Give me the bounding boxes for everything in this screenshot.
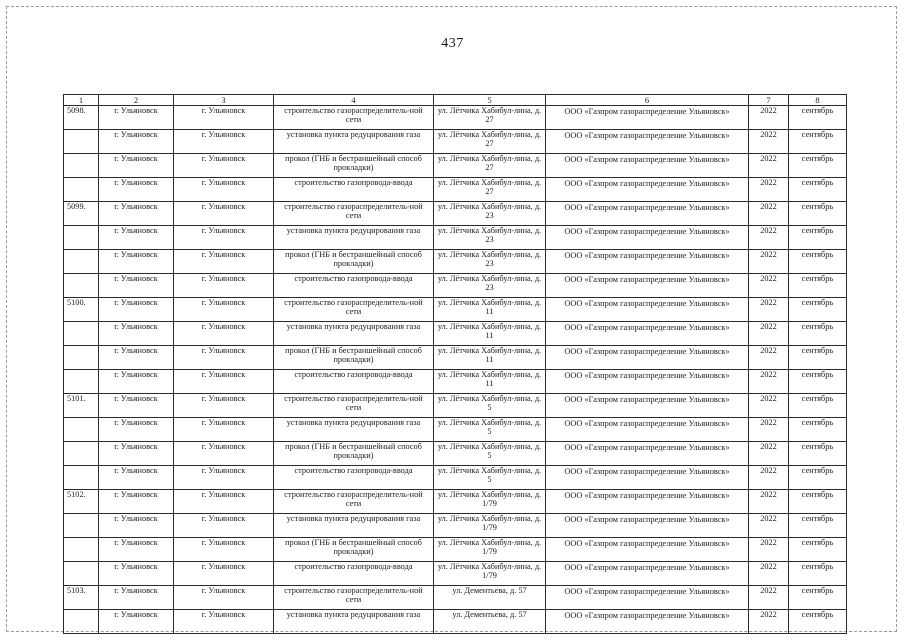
cell-month: сентябрь: [789, 130, 847, 154]
cell-municipality: г. Ульяновск: [99, 322, 174, 346]
cell-municipality: г. Ульяновск: [99, 298, 174, 322]
cell-settlement: г. Ульяновск: [174, 250, 274, 274]
cell-year: 2022: [749, 418, 789, 442]
table-row: [64, 418, 847, 442]
cell-contractor: ООО «Газпром газораспределение Ульяновск»: [546, 298, 749, 322]
cell-work-type: установка пункта редуцирования газа: [274, 514, 434, 538]
cell-entry-number: 5101.: [64, 394, 99, 418]
cell-municipality: г. Ульяновск: [99, 514, 174, 538]
cell-year: 2022: [749, 562, 789, 586]
cell-work-type: строительство газопровода-ввода: [274, 370, 434, 394]
table-row: [64, 202, 847, 226]
cell-work-type: строительство газопровода-ввода: [274, 178, 434, 202]
cell-settlement: г. Ульяновск: [174, 610, 274, 634]
cell-settlement: г. Ульяновск: [174, 442, 274, 466]
cell-contractor: ООО «Газпром газораспределение Ульяновск»: [546, 154, 749, 178]
cell-settlement: г. Ульяновск: [174, 322, 274, 346]
header-row: [64, 95, 847, 106]
cell-year: 2022: [749, 298, 789, 322]
cell-address: ул. Лётчика Хабибул-лина, д. 5: [434, 442, 546, 466]
cell-entry-number: [64, 178, 99, 202]
cell-entry-number: [64, 154, 99, 178]
cell-contractor: ООО «Газпром газораспределение Ульяновск»: [546, 202, 749, 226]
cell-address: ул. Дементьева, д. 57: [434, 610, 546, 634]
cell-year: 2022: [749, 442, 789, 466]
cell-settlement: г. Ульяновск: [174, 154, 274, 178]
cell-work-type: прокол (ГНБ и бестраншейный способ прокладки): [274, 538, 434, 562]
cell-contractor: ООО «Газпром газораспределение Ульяновск»: [546, 250, 749, 274]
table-row: [64, 394, 847, 418]
cell-address: ул. Лётчика Хабибул-лина, д. 11: [434, 298, 546, 322]
table-row: [64, 130, 847, 154]
cell-address: ул. Лётчика Хабибул-лина, д. 27: [434, 178, 546, 202]
table-row: [64, 298, 847, 322]
cell-year: 2022: [749, 154, 789, 178]
cell-entry-number: [64, 322, 99, 346]
cell-address: ул. Дементьева, д. 57: [434, 586, 546, 610]
cell-address: ул. Лётчика Хабибул-лина, д. 23: [434, 274, 546, 298]
cell-entry-number: [64, 250, 99, 274]
cell-municipality: г. Ульяновск: [99, 586, 174, 610]
cell-contractor: ООО «Газпром газораспределение Ульяновск»: [546, 418, 749, 442]
column-header-7: 7: [749, 95, 789, 106]
cell-contractor: ООО «Газпром газораспределение Ульяновск»: [546, 394, 749, 418]
cell-entry-number: [64, 418, 99, 442]
cell-work-type: прокол (ГНБ и бестраншейный способ прокладки): [274, 250, 434, 274]
cell-year: 2022: [749, 538, 789, 562]
cell-contractor: ООО «Газпром газораспределение Ульяновск»: [546, 562, 749, 586]
schedule-table: [63, 94, 847, 634]
cell-work-type: строительство газораспределитель-ной сети: [274, 490, 434, 514]
cell-year: 2022: [749, 466, 789, 490]
cell-municipality: г. Ульяновск: [99, 178, 174, 202]
table-body: [64, 106, 847, 634]
table-row: [64, 562, 847, 586]
cell-municipality: г. Ульяновск: [99, 442, 174, 466]
cell-settlement: г. Ульяновск: [174, 346, 274, 370]
cell-contractor: ООО «Газпром газораспределение Ульяновск»: [546, 322, 749, 346]
cell-entry-number: [64, 610, 99, 634]
column-header-2: 2: [99, 95, 174, 106]
cell-year: 2022: [749, 130, 789, 154]
cell-year: 2022: [749, 322, 789, 346]
cell-municipality: г. Ульяновск: [99, 226, 174, 250]
cell-work-type: строительство газораспределитель-ной сети: [274, 106, 434, 130]
cell-year: 2022: [749, 370, 789, 394]
table-row: [64, 586, 847, 610]
cell-settlement: г. Ульяновск: [174, 466, 274, 490]
cell-municipality: г. Ульяновск: [99, 466, 174, 490]
cell-municipality: г. Ульяновск: [99, 370, 174, 394]
cell-address: ул. Лётчика Хабибул-лина, д. 1/79: [434, 538, 546, 562]
cell-entry-number: [64, 370, 99, 394]
cell-municipality: г. Ульяновск: [99, 202, 174, 226]
cell-settlement: г. Ульяновск: [174, 394, 274, 418]
table-row: [64, 226, 847, 250]
cell-settlement: г. Ульяновск: [174, 514, 274, 538]
table-row: [64, 106, 847, 130]
cell-year: 2022: [749, 178, 789, 202]
cell-contractor: ООО «Газпром газораспределение Ульяновск»: [546, 274, 749, 298]
cell-entry-number: [64, 226, 99, 250]
cell-municipality: г. Ульяновск: [99, 106, 174, 130]
cell-work-type: строительство газораспределитель-ной сети: [274, 394, 434, 418]
cell-entry-number: [64, 274, 99, 298]
cell-address: ул. Лётчика Хабибул-лина, д. 23: [434, 226, 546, 250]
cell-address: ул. Лётчика Хабибул-лина, д. 27: [434, 154, 546, 178]
cell-work-type: прокол (ГНБ и бестраншейный способ прокладки): [274, 154, 434, 178]
cell-municipality: г. Ульяновск: [99, 154, 174, 178]
cell-work-type: строительство газопровода-ввода: [274, 274, 434, 298]
cell-contractor: ООО «Газпром газораспределение Ульяновск»: [546, 226, 749, 250]
cell-entry-number: [64, 442, 99, 466]
cell-year: 2022: [749, 226, 789, 250]
table-row: [64, 274, 847, 298]
page-number: 437: [441, 36, 464, 51]
cell-work-type: установка пункта редуцирования газа: [274, 226, 434, 250]
cell-municipality: г. Ульяновск: [99, 250, 174, 274]
column-header-6: 6: [546, 95, 749, 106]
cell-month: сентябрь: [789, 202, 847, 226]
cell-year: 2022: [749, 250, 789, 274]
cell-settlement: г. Ульяновск: [174, 586, 274, 610]
cell-contractor: ООО «Газпром газораспределение Ульяновск»: [546, 370, 749, 394]
column-header-3: 3: [174, 95, 274, 106]
column-header-4: 4: [274, 95, 434, 106]
column-header-5: 5: [434, 95, 546, 106]
cell-settlement: г. Ульяновск: [174, 562, 274, 586]
cell-month: сентябрь: [789, 226, 847, 250]
cell-year: 2022: [749, 610, 789, 634]
cell-month: сентябрь: [789, 370, 847, 394]
cell-month: сентябрь: [789, 274, 847, 298]
cell-settlement: г. Ульяновск: [174, 538, 274, 562]
cell-contractor: ООО «Газпром газораспределение Ульяновск»: [546, 538, 749, 562]
cell-municipality: г. Ульяновск: [99, 538, 174, 562]
cell-month: сентябрь: [789, 154, 847, 178]
cell-month: сентябрь: [789, 106, 847, 130]
cell-entry-number: 5102.: [64, 490, 99, 514]
cell-month: сентябрь: [789, 538, 847, 562]
cell-month: сентябрь: [789, 298, 847, 322]
cell-work-type: установка пункта редуцирования газа: [274, 130, 434, 154]
cell-address: ул. Лётчика Хабибул-лина, д. 23: [434, 250, 546, 274]
cell-entry-number: 5098.: [64, 106, 99, 130]
cell-contractor: ООО «Газпром газораспределение Ульяновск»: [546, 610, 749, 634]
cell-contractor: ООО «Газпром газораспределение Ульяновск»: [546, 514, 749, 538]
column-header-8: 8: [789, 95, 847, 106]
cell-settlement: г. Ульяновск: [174, 178, 274, 202]
table-row: [64, 514, 847, 538]
cell-contractor: ООО «Газпром газораспределение Ульяновск»: [546, 490, 749, 514]
cell-address: ул. Лётчика Хабибул-лина, д. 5: [434, 394, 546, 418]
cell-month: сентябрь: [789, 346, 847, 370]
cell-work-type: строительство газораспределитель-ной сети: [274, 586, 434, 610]
cell-address: ул. Лётчика Хабибул-лина, д. 11: [434, 370, 546, 394]
table-row: [64, 250, 847, 274]
cell-settlement: г. Ульяновск: [174, 274, 274, 298]
cell-settlement: г. Ульяновск: [174, 106, 274, 130]
cell-entry-number: 5100.: [64, 298, 99, 322]
cell-settlement: г. Ульяновск: [174, 418, 274, 442]
cell-municipality: г. Ульяновск: [99, 418, 174, 442]
table-row: [64, 490, 847, 514]
cell-contractor: ООО «Газпром газораспределение Ульяновск»: [546, 178, 749, 202]
cell-month: сентябрь: [789, 418, 847, 442]
cell-address: ул. Лётчика Хабибул-лина, д. 27: [434, 130, 546, 154]
cell-municipality: г. Ульяновск: [99, 274, 174, 298]
table-row: [64, 154, 847, 178]
cell-entry-number: [64, 346, 99, 370]
cell-address: ул. Лётчика Хабибул-лина, д. 11: [434, 346, 546, 370]
cell-year: 2022: [749, 202, 789, 226]
cell-month: сентябрь: [789, 394, 847, 418]
cell-month: сентябрь: [789, 442, 847, 466]
cell-municipality: г. Ульяновск: [99, 346, 174, 370]
table-row: [64, 442, 847, 466]
cell-work-type: установка пункта редуцирования газа: [274, 610, 434, 634]
cell-entry-number: [64, 514, 99, 538]
cell-month: сентябрь: [789, 250, 847, 274]
cell-settlement: г. Ульяновск: [174, 130, 274, 154]
cell-month: сентябрь: [789, 490, 847, 514]
cell-address: ул. Лётчика Хабибул-лина, д. 1/79: [434, 562, 546, 586]
cell-entry-number: [64, 466, 99, 490]
cell-month: сентябрь: [789, 562, 847, 586]
cell-address: ул. Лётчика Хабибул-лина, д. 1/79: [434, 490, 546, 514]
cell-work-type: строительство газопровода-ввода: [274, 466, 434, 490]
cell-contractor: ООО «Газпром газораспределение Ульяновск»: [546, 346, 749, 370]
cell-year: 2022: [749, 346, 789, 370]
cell-municipality: г. Ульяновск: [99, 562, 174, 586]
cell-month: сентябрь: [789, 610, 847, 634]
table-row: [64, 538, 847, 562]
cell-work-type: установка пункта редуцирования газа: [274, 322, 434, 346]
table-row: [64, 370, 847, 394]
table-row: [64, 610, 847, 634]
cell-settlement: г. Ульяновск: [174, 202, 274, 226]
cell-entry-number: 5099.: [64, 202, 99, 226]
cell-year: 2022: [749, 274, 789, 298]
cell-entry-number: [64, 562, 99, 586]
cell-month: сентябрь: [789, 466, 847, 490]
cell-address: ул. Лётчика Хабибул-лина, д. 11: [434, 322, 546, 346]
cell-work-type: прокол (ГНБ и бестраншейный способ прокладки): [274, 346, 434, 370]
cell-work-type: строительство газораспределитель-ной сети: [274, 202, 434, 226]
table-row: [64, 466, 847, 490]
cell-settlement: г. Ульяновск: [174, 490, 274, 514]
cell-year: 2022: [749, 490, 789, 514]
cell-work-type: установка пункта редуцирования газа: [274, 418, 434, 442]
cell-address: ул. Лётчика Хабибул-лина, д. 23: [434, 202, 546, 226]
cell-month: сентябрь: [789, 178, 847, 202]
cell-entry-number: [64, 538, 99, 562]
cell-contractor: ООО «Газпром газораспределение Ульяновск»: [546, 442, 749, 466]
cell-settlement: г. Ульяновск: [174, 226, 274, 250]
cell-contractor: ООО «Газпром газораспределение Ульяновск»: [546, 466, 749, 490]
table-row: [64, 178, 847, 202]
cell-month: сентябрь: [789, 322, 847, 346]
cell-municipality: г. Ульяновск: [99, 394, 174, 418]
cell-address: ул. Лётчика Хабибул-лина, д. 27: [434, 106, 546, 130]
cell-settlement: г. Ульяновск: [174, 298, 274, 322]
cell-work-type: строительство газораспределитель-ной сети: [274, 298, 434, 322]
cell-contractor: ООО «Газпром газораспределение Ульяновск»: [546, 130, 749, 154]
cell-work-type: строительство газопровода-ввода: [274, 562, 434, 586]
cell-settlement: г. Ульяновск: [174, 370, 274, 394]
cell-contractor: ООО «Газпром газораспределение Ульяновск»: [546, 106, 749, 130]
cell-year: 2022: [749, 514, 789, 538]
cell-municipality: г. Ульяновск: [99, 490, 174, 514]
cell-work-type: прокол (ГНБ и бестраншейный способ прокладки): [274, 442, 434, 466]
cell-municipality: г. Ульяновск: [99, 130, 174, 154]
cell-address: ул. Лётчика Хабибул-лина, д. 5: [434, 418, 546, 442]
cell-month: сентябрь: [789, 514, 847, 538]
cell-municipality: г. Ульяновск: [99, 610, 174, 634]
cell-entry-number: [64, 130, 99, 154]
cell-year: 2022: [749, 394, 789, 418]
cell-year: 2022: [749, 106, 789, 130]
table-row: [64, 346, 847, 370]
cell-address: ул. Лётчика Хабибул-лина, д. 5: [434, 466, 546, 490]
cell-year: 2022: [749, 586, 789, 610]
table-row: [64, 322, 847, 346]
cell-contractor: ООО «Газпром газораспределение Ульяновск»: [546, 586, 749, 610]
column-header-1: 1: [64, 95, 99, 106]
cell-entry-number: 5103.: [64, 586, 99, 610]
cell-address: ул. Лётчика Хабибул-лина, д. 1/79: [434, 514, 546, 538]
cell-month: сентябрь: [789, 586, 847, 610]
